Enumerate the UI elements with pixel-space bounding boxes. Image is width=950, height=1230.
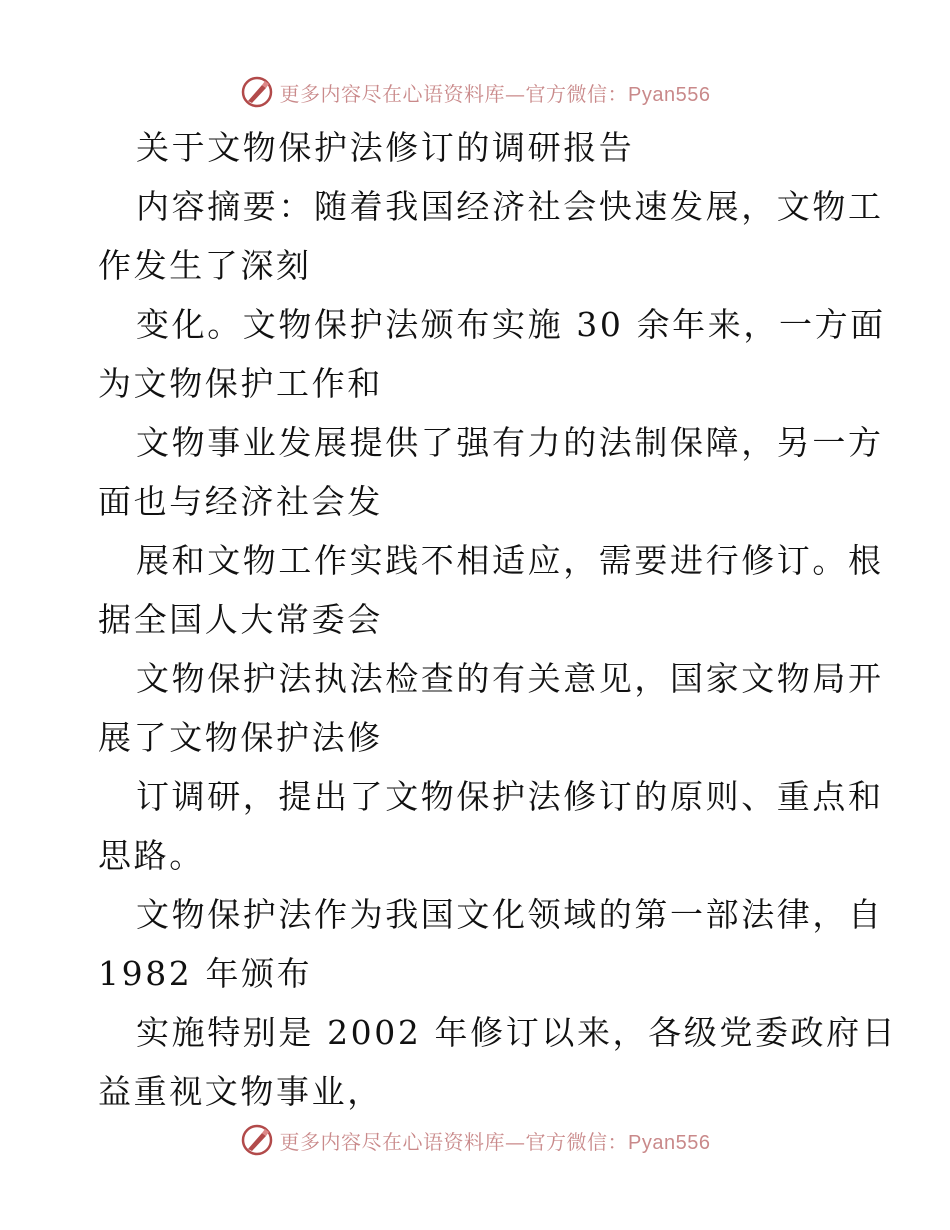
text-line: 文物事业发展提供了强有力的法制保障，另一方	[136, 423, 884, 462]
text-line: 面也与经济社会发	[98, 482, 383, 521]
text-line: 内容摘要：随着我国经济社会快速发展，文物工	[136, 187, 884, 226]
text-line: 作发生了深刻	[98, 246, 312, 285]
text-line: 展了文物保护法修	[98, 718, 383, 757]
text-line: 文物保护法执法检查的有关意见，国家文物局开	[136, 659, 884, 698]
text-line: 益重视文物事业，	[98, 1072, 383, 1111]
header-watermark	[0, 72, 950, 112]
text-line: 据全国人大常委会	[98, 600, 383, 639]
text-line: 文物保护法作为我国文化领域的第一部法律，自	[136, 895, 884, 934]
text-line: 变化。文物保护法颁布实施 30 余年来，一方面	[136, 305, 886, 344]
text-line: 1982 年颁布	[98, 954, 313, 993]
text-line: 展和文物工作实践不相适应，需要进行修订。根	[136, 541, 884, 580]
text-line: 为文物保护工作和	[98, 364, 383, 403]
text-line: 订调研，提出了文物保护法修订的原则、重点和	[136, 777, 884, 816]
pen-circle-logo-icon	[240, 1123, 274, 1157]
document-body	[98, 118, 898, 1121]
text-line: 关于文物保护法修订的调研报告	[136, 128, 635, 167]
watermark-text: 更多内容尽在心语资料库—官方微信：Pyan556	[279, 81, 711, 106]
text-line: 思路。	[98, 836, 205, 875]
watermark-text: 更多内容尽在心语资料库—官方微信：Pyan556	[279, 1129, 711, 1154]
text-line: 实施特别是 2002 年修订以来，各级党委政府日	[136, 1013, 898, 1052]
pen-circle-logo-icon	[240, 75, 274, 109]
footer-watermark	[0, 1120, 950, 1160]
